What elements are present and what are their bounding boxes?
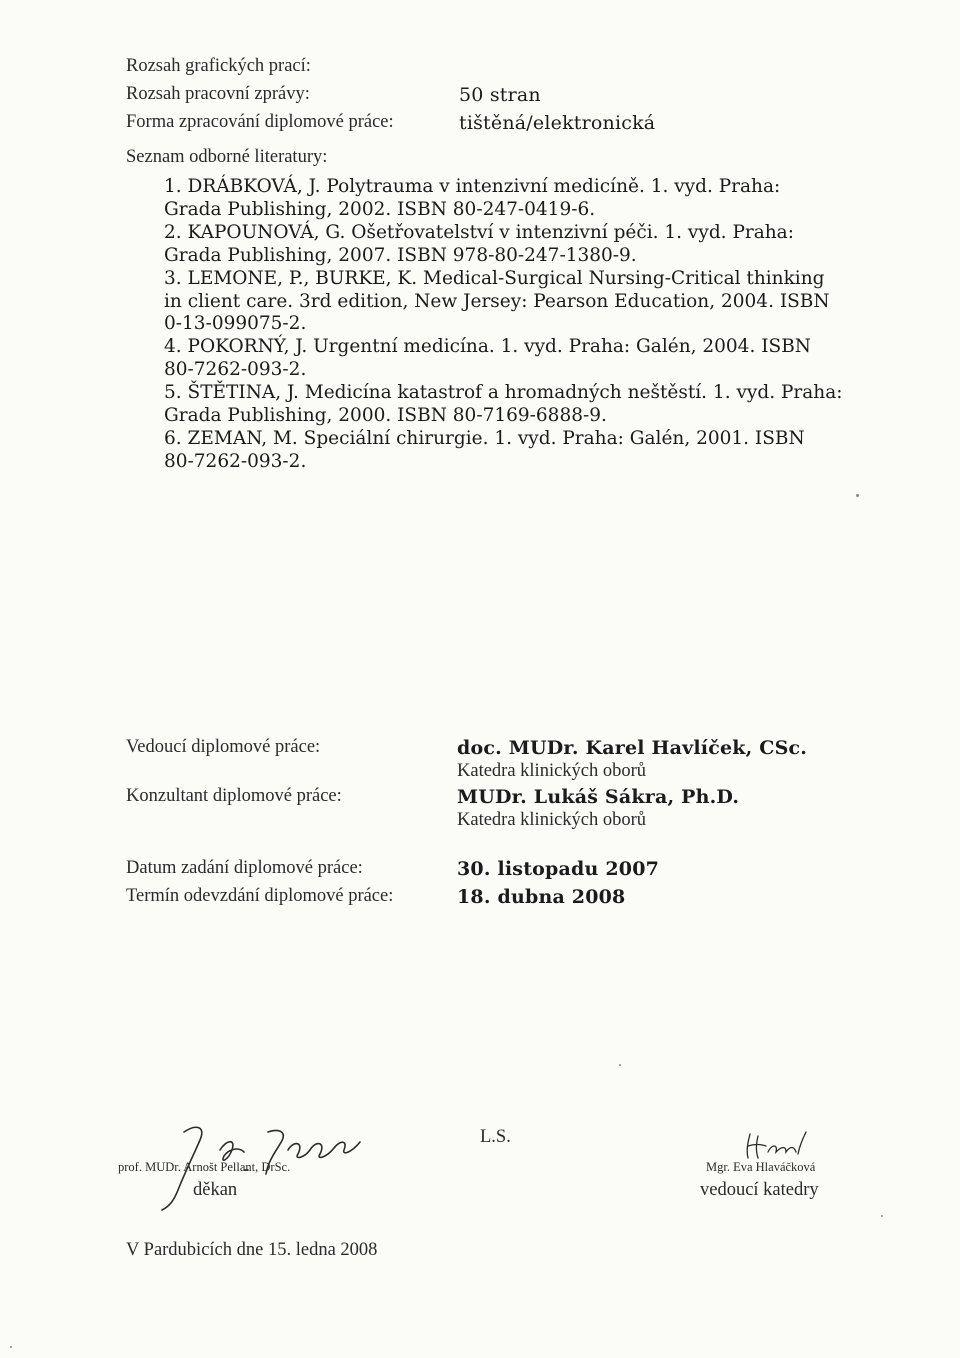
vedouci-name: doc. MUDr. Karel Havlíček, CSc. [457, 737, 808, 759]
dean-title: děkan [193, 1180, 238, 1200]
rozsah-zpravy-value: 50 stran [459, 84, 541, 106]
zadani-value: 30. listopadu 2007 [457, 858, 660, 880]
zadani-label: Datum zadání diplomové práce: [126, 858, 363, 878]
literature-line: Grada Publishing, 2000. ISBN 80-7169-6888-9. [164, 405, 607, 427]
literature-line: 80-7262-093-2. [164, 359, 307, 381]
scan-speck [856, 494, 859, 497]
head-title: vedoucí katedry [700, 1180, 819, 1200]
literature-line: 80-7262-093-2. [164, 450, 307, 472]
literature-line: 6. ZEMAN, M. Speciální chirurgie. 1. vyd. Praha: Galén, 2001. ISBN [164, 427, 805, 449]
forma-label: Forma zpracování diplomové práce: [126, 112, 394, 132]
literature-line: 2. KAPOUNOVÁ, G. Ošetřovatelství v intenzivní péči. 1. vyd. Praha: [164, 221, 794, 243]
literature-list [164, 176, 864, 474]
literature-line: Grada Publishing, 2002. ISBN 80-247-0419-6. [164, 198, 596, 220]
seal-mark: L.S. [480, 1127, 511, 1147]
vedouci-dept: Katedra klinických oborů [457, 761, 647, 781]
literature-line: 1. DRÁBKOVÁ, J. Polytrauma v intenzivní medicíně. 1. vyd. Praha: [164, 176, 781, 197]
place-date: V Pardubicích dne 15. ledna 2008 [126, 1240, 378, 1260]
konzultant-dept: Katedra klinických oborů [457, 810, 647, 830]
scan-speck [10, 1346, 12, 1348]
odevzdani-value: 18. dubna 2008 [457, 886, 626, 908]
odevzdani-label: Termín odevzdání diplomové práce: [126, 886, 394, 906]
head-signature [742, 1128, 812, 1164]
seznam-literatury-label: Seznam odborné literatury: [126, 147, 328, 167]
literature-line: 4. POKORNÝ, J. Urgentní medicína. 1. vyd. Praha: Galén, 2004. ISBN [164, 336, 811, 358]
literature-line: 3. LEMONE, P., BURKE, K. Medical-Surgical Nursing-Critical thinking [164, 267, 825, 289]
vedouci-label: Vedoucí diplomové práce: [126, 737, 321, 757]
dean-name: prof. MUDr. Arnošt Pellant, DrSc. [118, 1160, 291, 1174]
konzultant-label: Konzultant diplomové práce: [126, 786, 342, 806]
rozsah-zpravy-label: Rozsah pracovní zprávy: [126, 84, 310, 104]
rozsah-grafickych-label: Rozsah grafických prací: [126, 56, 311, 76]
literature-line: Grada Publishing, 2007. ISBN 978-80-247-1380-9. [164, 244, 637, 266]
scan-speck [619, 1064, 621, 1066]
literature-line: 5. ŠTĚTINA, J. Medicína katastrof a hromadných neštěstí. 1. vyd. Praha: [164, 382, 843, 404]
head-name: Mgr. Eva Hlaváčková [706, 1160, 816, 1174]
konzultant-name: MUDr. Lukáš Sákra, Ph.D. [457, 786, 740, 808]
scan-speck [881, 1215, 883, 1217]
literature-line: 0-13-099075-2. [164, 313, 307, 335]
forma-value: tištěná/elektronická [459, 112, 656, 134]
literature-line: in client care. 3rd edition, New Jersey: Pearson Education, 2004. ISBN [164, 290, 830, 312]
